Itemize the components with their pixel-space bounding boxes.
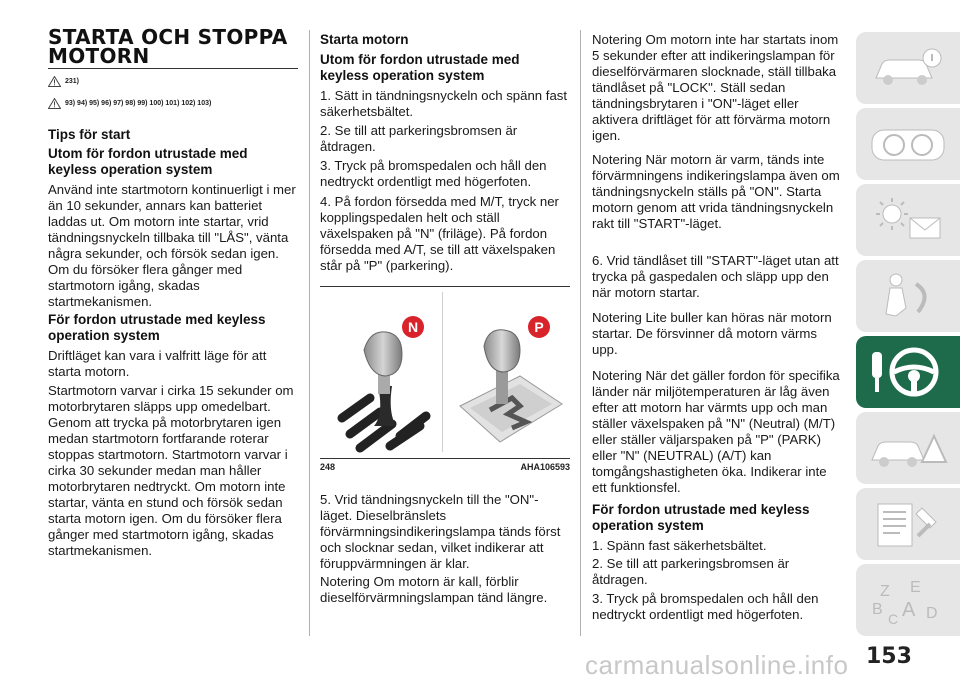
tab-car-info[interactable] — [856, 32, 960, 104]
note-noise: Notering Lite buller kan höras när motorn startar. De försvinner då motorn värms upp. — [592, 310, 832, 357]
car-info-icon — [866, 42, 950, 94]
tab-breakdown[interactable] — [856, 412, 960, 484]
tab-index[interactable] — [856, 564, 960, 636]
note-cold-engine: Notering Om motorn är kall, förblir dieselförvärmningslampan tänd längre. — [320, 574, 548, 605]
breakdown-icon — [866, 422, 950, 474]
col3-keyless-heading: För fordon utrustade med keyless operation system — [592, 502, 810, 533]
svg-text:B: B — [872, 601, 883, 618]
tab-key-steering[interactable] — [856, 336, 960, 408]
figure-id: AHA106593 — [520, 462, 570, 472]
nokeyless-text: Använd inte startmotorn kontinuerligt i mer än 10 sekunder, annars kan batteriet laddas ut. Om motorn inte startar, vrid tändningsnyckeln tillbaka till "LÅS", vänta några sekunder, och försök sedan igen. Om du försöker flera gånger med startmotorn igång, skadas startmekanismen. — [48, 182, 296, 309]
note-idle-speed: Notering När det gäller fordon för specifika länder när miljötemperaturen är låg även efter att motorn har värmts upp och man ställer växelspaken på "N" (Neutral) (M/T) eller ställer väljarspaken på "P" (PARK) eller "N" (NEUTRAL) (A/T) kan tomgångshastigheten öka. Indikerar inte ett funktionsfel. — [592, 368, 840, 495]
column-separator — [580, 30, 581, 636]
step-5: 5. Vrid tändningsnyckeln till the "ON"-läget. Dieselbränslets förvärmningsindikeringslampa tänds först och slocknar sedan, vilket indikerar att föruppvärmningen är klar. — [320, 492, 561, 571]
svg-text:E: E — [910, 579, 921, 596]
svg-text:Z: Z — [880, 583, 890, 600]
watermark: carmanualsonline.info — [585, 650, 849, 680]
step-3: 3. Tryck på bromspedalen och håll den nedtryckt ordentligt med högerfoten. — [320, 158, 547, 189]
keyless-heading: För fordon utrustade med keyless operation system — [48, 312, 266, 343]
step-1: 1. Sätt in tändningsnyckeln och spänn fast säkerhetsbältet. — [320, 88, 568, 119]
step-4: 4. På fordon försedda med M/T, tryck ner kopplingspedalen helt och ställ växelspaken på "N" (friläge). På fordon försedda med A/T, se till att växelspaken står på "P" (parkering). — [320, 194, 559, 273]
svg-text:D: D — [926, 605, 938, 622]
title-rule — [48, 68, 298, 69]
step-6: 6. Vrid tändlåset till "START"-läget utan att trycka på gaspedalen och släpp upp den när motorn startar. — [592, 253, 839, 300]
tab-airbag[interactable] — [856, 260, 960, 332]
key-steering-icon — [866, 346, 950, 398]
lights-mail-icon — [866, 194, 950, 246]
start-nokeyless-heading: Utom för fordon utrustade med keyless operation system — [320, 52, 520, 83]
page-number: 153 — [866, 644, 912, 669]
airbag-icon — [866, 270, 950, 322]
svg-text:C: C — [888, 611, 899, 626]
tab-lights-mail[interactable] — [856, 184, 960, 256]
keyless-step-2: 2. Se till att parkeringsbromsen är åtdragen. — [592, 556, 790, 587]
warning-triangle-icon — [48, 98, 61, 109]
tab-service[interactable] — [856, 488, 960, 560]
tab-dashboard[interactable] — [856, 108, 960, 180]
note-warm-engine: Notering När motorn är varm, tänds inte förvärmningens indikeringslampa även om tändningsnyckeln ställs på "ON". Starta motorn genom att vrida tändningsnyckeln rakt till "START"-läget. — [592, 152, 840, 231]
nokeyless-heading: Utom för fordon utrustade med keyless operation system — [48, 146, 248, 177]
warning-ref-1: 231) — [48, 76, 79, 87]
dashboard-icon — [866, 118, 950, 170]
column-separator — [309, 30, 310, 636]
park-badge: P — [528, 316, 550, 338]
manual-shifter-illustration — [330, 326, 438, 454]
service-car-icon — [866, 498, 950, 550]
gear-lever-figure — [320, 286, 570, 476]
keyless-para-1: Driftläget kan vara i valfritt läge för att starta motorn. — [48, 348, 267, 379]
start-engine-heading: Starta motorn — [320, 32, 409, 47]
keyless-step-1: 1. Spänn fast säkerhetsbältet. — [592, 538, 767, 553]
tips-heading: Tips för start — [48, 127, 131, 142]
keyless-para-2: Startmotorn varvar i cirka 15 sekunder om motorbrytaren släpps upp omedelbart. Genom att trycka på motorbrytaren igen medan startmotorn fortfarande roterar stoppas startmotorn. Startmotorn varvar i cirka 30 sekunder medan man håller motorbrytaren nedtryckt. Om motorn inte startar, vänta en stund och försök sedan starta motorn igen. Om du försöker flera gånger med startmotorn igång, skadas startmekanismen. — [48, 383, 294, 558]
svg-text:A: A — [902, 599, 916, 621]
page-title: STARTA OCH STOPPA MOTORN — [48, 25, 288, 68]
index-icon — [866, 574, 950, 626]
step-2: 2. Se till att parkeringsbromsen är åtdragen. — [320, 123, 518, 154]
note-not-started: Notering Om motorn inte har startats inom 5 sekunder efter att indikeringslampan för dieselförvärmaren slocknade, ställ tillbaka tändlåset på "LOCK". Ställ sedan tändningsbrytaren i "ON"-läget eller aktivera driftläget för att förvärma motorn igen. — [592, 32, 839, 143]
automatic-shifter-illustration — [450, 326, 566, 454]
keyless-step-3: 3. Tryck på bromspedalen och håll den nedtryckt ordentligt med högerfoten. — [592, 591, 819, 622]
neutral-badge: N — [402, 316, 424, 338]
figure-page-ref: 248 — [320, 462, 336, 472]
warning-ref-2: 93) 94) 95) 96) 97) 98) 99) 100) 101) 102) 103) — [48, 98, 211, 109]
warning-triangle-icon — [48, 76, 61, 87]
